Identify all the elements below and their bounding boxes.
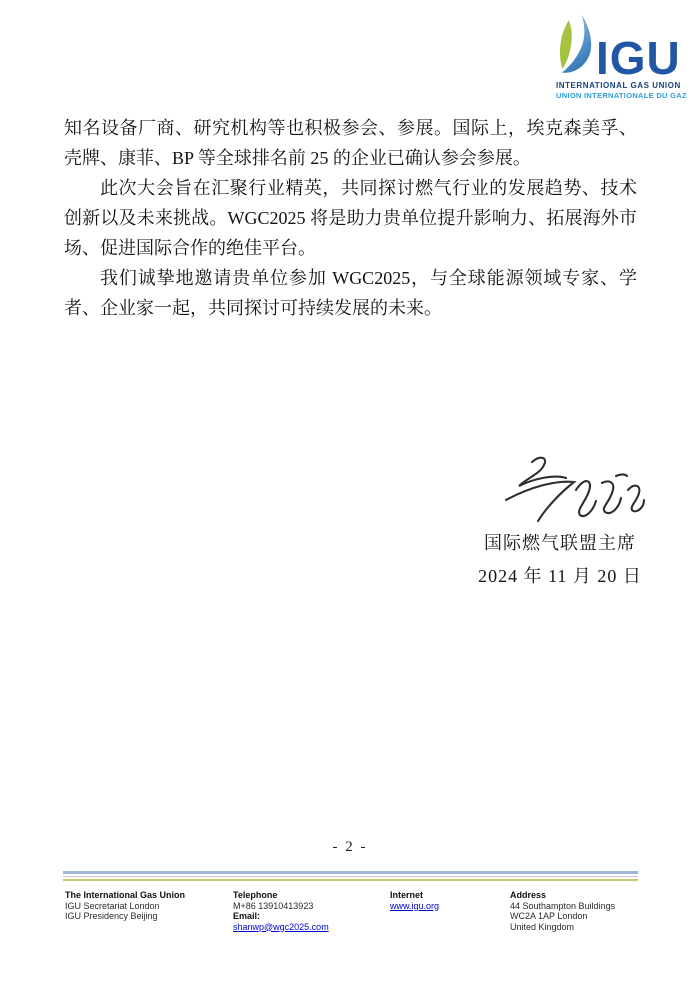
footer-address-line-2: WC2A 1AP London <box>510 911 588 921</box>
signature-block <box>470 527 650 593</box>
handwritten-signature-icon <box>496 448 652 528</box>
igu-flame-icon <box>556 14 594 78</box>
footer-address-line-3: United Kingdom <box>510 921 575 932</box>
footer-address-title: Address <box>510 890 547 900</box>
letter-body <box>64 113 637 323</box>
page-number: - 2 - <box>332 839 368 855</box>
signer-title: 国际燃气联盟主席 <box>484 533 636 553</box>
body-paragraph-3: 我们诚挚地邀请贵单位参加 WGC2025，与全球能源领域专家、学者、企业家一起，共同探讨可持续发展的未来。 <box>64 268 637 318</box>
footer-address-column <box>510 890 650 932</box>
footer-internet-column <box>390 890 500 911</box>
separator-gray-rule <box>63 876 638 877</box>
footer-secretariat-line: IGU Secretariat London <box>65 900 160 911</box>
separator-green-rule <box>63 879 638 881</box>
igu-logo-acronym: IGU <box>596 32 681 84</box>
igu-logo-top <box>556 14 694 84</box>
footer-telephone-title: Telephone <box>233 890 278 900</box>
body-paragraph-2: 此次大会旨在汇聚行业精英，共同探讨燃气行业的发展趋势、技术创新以及未来挑战。WGC2025 将是助力贵单位提升影响力、拓展海外市场、促进国际合作的绝佳平台。 <box>64 178 637 258</box>
footer-address-line-1: 44 Southampton Buildings <box>510 900 616 911</box>
website-link[interactable]: www.igu.org <box>390 900 440 911</box>
footer-internet-title: Internet <box>390 890 424 900</box>
footer-phone-number: M+86 13910413923 <box>233 900 314 911</box>
igu-logo-name-fr: UNION INTERNATIONALE DU GAZ <box>556 91 687 100</box>
footer-telephone-column <box>233 890 373 932</box>
footer <box>0 890 700 950</box>
footer-presidency-line: IGU Presidency Beijing <box>65 911 158 921</box>
email-link[interactable]: shanwp@wgc2025.com <box>233 921 329 932</box>
footer-organization-title: The International Gas Union <box>65 890 186 900</box>
footer-organization-column <box>65 890 225 922</box>
igu-logo <box>556 14 694 100</box>
footer-separator <box>63 871 638 881</box>
letter-date: 2024 年 11 月 20 日 <box>478 566 642 586</box>
igu-logo-name-en: INTERNATIONAL GAS UNION <box>556 81 681 90</box>
separator-blue-rule <box>63 871 638 874</box>
body-paragraph-1: 知名设备厂商、研究机构等也积极参会、参展。国际上，埃克森美孚、壳牌、康菲、BP 等全球排名前 25 的企业已确认参会参展。 <box>64 118 637 168</box>
footer-email-label: Email: <box>233 911 261 921</box>
